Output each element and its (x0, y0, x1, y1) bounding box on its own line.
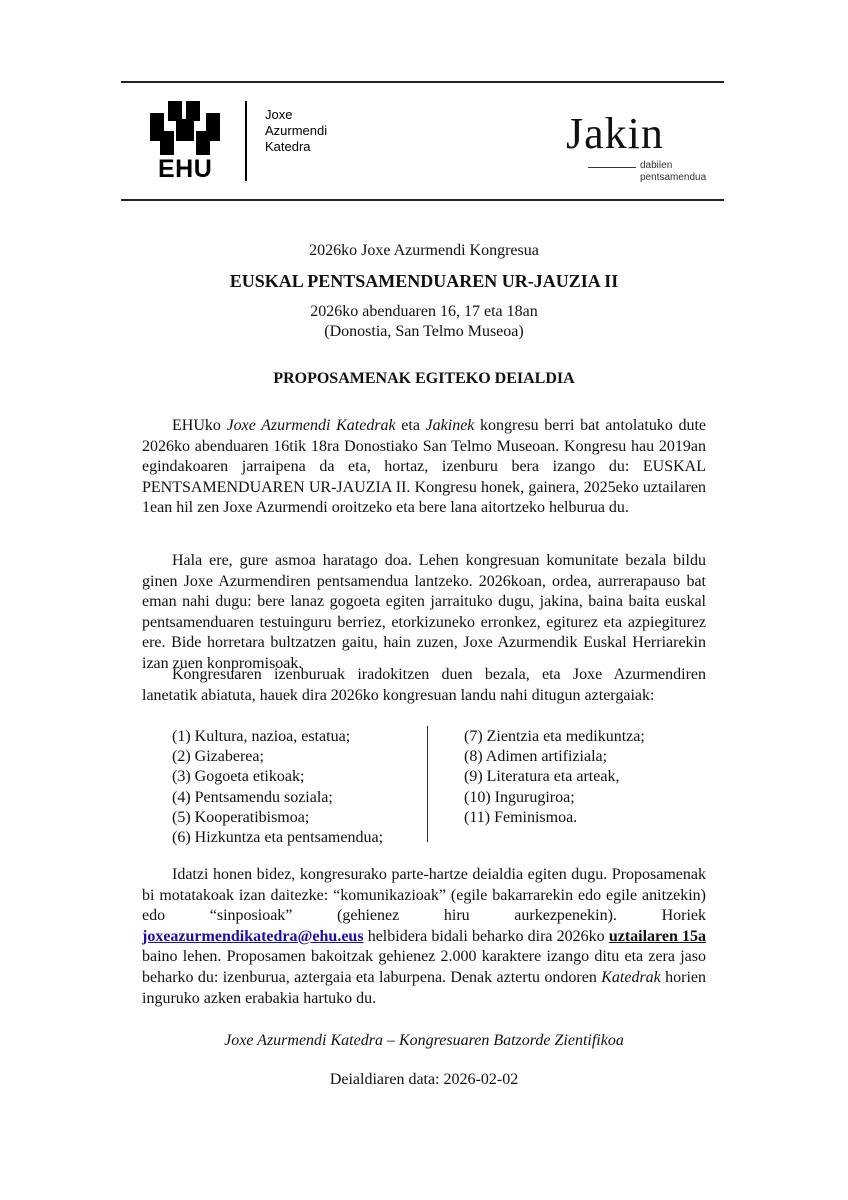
list-item: (1) Kultura, nazioa, estatua; (172, 728, 351, 745)
ehu-emblem-icon (150, 101, 220, 156)
header-bottom-rule (121, 199, 724, 201)
text-run: eta (395, 417, 426, 434)
list-item: (3) Gogoeta etikoak; (172, 768, 305, 786)
jakin-logo (556, 104, 716, 188)
list-item: (6) Hizkuntza eta pentsamendua; (172, 829, 384, 847)
chair-name-line: Joxe (265, 107, 293, 122)
jakin-tagline (640, 160, 706, 184)
ehu-logo (128, 84, 352, 198)
text-run: baino lehen. Proposamen bakoitzak gehienez 2.000 karaktere izango ditu eta zera jaso beharko du: izenburua, aztergaia eta laburpena. Denak aztertu ondoren (142, 948, 706, 986)
list-item: (9) Literatura eta arteak, (464, 768, 620, 786)
top-rule (121, 81, 724, 83)
jakin-tagline-line: dabilen (640, 160, 673, 171)
email-link[interactable]: joxeazurmendikatedra@ehu.eus (142, 927, 364, 945)
congress-venue: (Donostia, San Telmo Museoa) (324, 323, 524, 340)
congress-dates-venue (0, 302, 848, 342)
text-run: Idatzi honen bidez, kongresurako parte-hartze deialdia egiten dugu. Proposamenak bi motatakoak izan daitezke: “komunikazioak” (egile bakarrarekin edo egile anitzekin) edo “sinposioak” (gehienez hiru aurkezpenekin). Horiek (142, 866, 706, 925)
text-run: kongresu berri bat antolatuko dute 2026ko abenduaren 16tik 18ra Donostiako San Telmo Museoan. Kongresu hau 2019an egindakoaren jarraipena da eta, hortaz, izenburu bera izango du: EUSKAL PENTSAMENDUAREN UR-JAUZIA II. Kongresu honek, gainera, 2025eko uztailaren 1ean hil zen Joxe Azurmendi oroitzeko eta bere lana aitortzeko helburua du. (142, 417, 707, 517)
jakin-tagline-line: pentsamendua (640, 172, 707, 183)
list-item: (5) Kooperatibismoa; (172, 808, 310, 826)
list-item: (2) Gizaberea; (172, 748, 264, 766)
list-item: (8) Adimen artifiziala; (464, 748, 608, 766)
topics-list-left (172, 727, 383, 848)
deadline-date: uztailaren 15a (608, 927, 706, 945)
text-run: helbidera bidali beharko dira 2026ko (363, 927, 609, 945)
text-run: horien inguruko azken erabakia hartuko du. (142, 968, 707, 1007)
ehu-wordmark: EHU (158, 155, 213, 183)
text-run: EHUko (172, 417, 227, 434)
signature: Joxe Azurmendi Katedra – Kongresuaren Batzorde Zientifikoa (224, 1032, 624, 1049)
topics-divider (427, 726, 428, 842)
jakin-wordmark: Jakin (566, 109, 664, 158)
text-run-italic: Jakinek (425, 417, 475, 434)
list-item: (10) Ingurugiroa; (464, 788, 575, 806)
chair-name (265, 107, 327, 155)
paragraph-intro (142, 416, 706, 519)
paragraph-aims: Hala ere, gure asmoa haratago doa. Lehen kongresuan komunitate bezala bildu ginen Joxe Azurmendiren pentsamendua lantzeko. 2026koan, ordea, aurrerapauso bat eman nahi dugu: bere lanaz gogoeta egiten jarraituko dugu, jakina, baina baita euskal pentsamenduaren testuinguru berriez, etorkizuneko erronkez, egiturez eta azpiegiturez ere. Bide horretara bultzatzen gaitu, hain zuzen, Joxe Azurmendik Euskal Herriarekin izan zuen konpromisoak. (142, 552, 706, 672)
chair-name-line: Katedra (265, 139, 311, 154)
text-run-italic: Joxe Azurmendi Katedrak (226, 417, 396, 434)
chair-name-line: Azurmendi (265, 123, 328, 138)
jakin-tagline-rule (588, 167, 636, 168)
paragraph-call-details (142, 865, 706, 1009)
list-item: (4) Pentsamendu soziala; (172, 788, 333, 806)
list-item: (11) Feminismoa. (464, 808, 578, 826)
topics-list-right (464, 727, 645, 828)
list-item: (7) Zientzia eta medikuntza; (464, 728, 645, 745)
paragraph-topics-intro: Kongresuaren izenburuak iradokitzen duen bezala, eta Joxe Azurmendiren lanetatik abiatuta, hauek dira 2026ko kongresuan landu nahi ditugun aztergaiak: (142, 666, 706, 704)
congress-title: EUSKAL PENTSAMENDUAREN UR-JAUZIA II (229, 271, 619, 291)
call-title: PROPOSAMENAK EGITEKO DEIALDIA (273, 370, 575, 387)
call-date: Deialdiaren data: 2026-02-02 (329, 1071, 519, 1088)
ehu-logo-divider (245, 101, 247, 181)
text-run-italic: Katedrak (601, 968, 661, 986)
congress-subtitle: 2026ko Joxe Azurmendi Kongresua (309, 242, 539, 259)
congress-dates: 2026ko abenduaren 16, 17 eta 18an (310, 303, 538, 320)
